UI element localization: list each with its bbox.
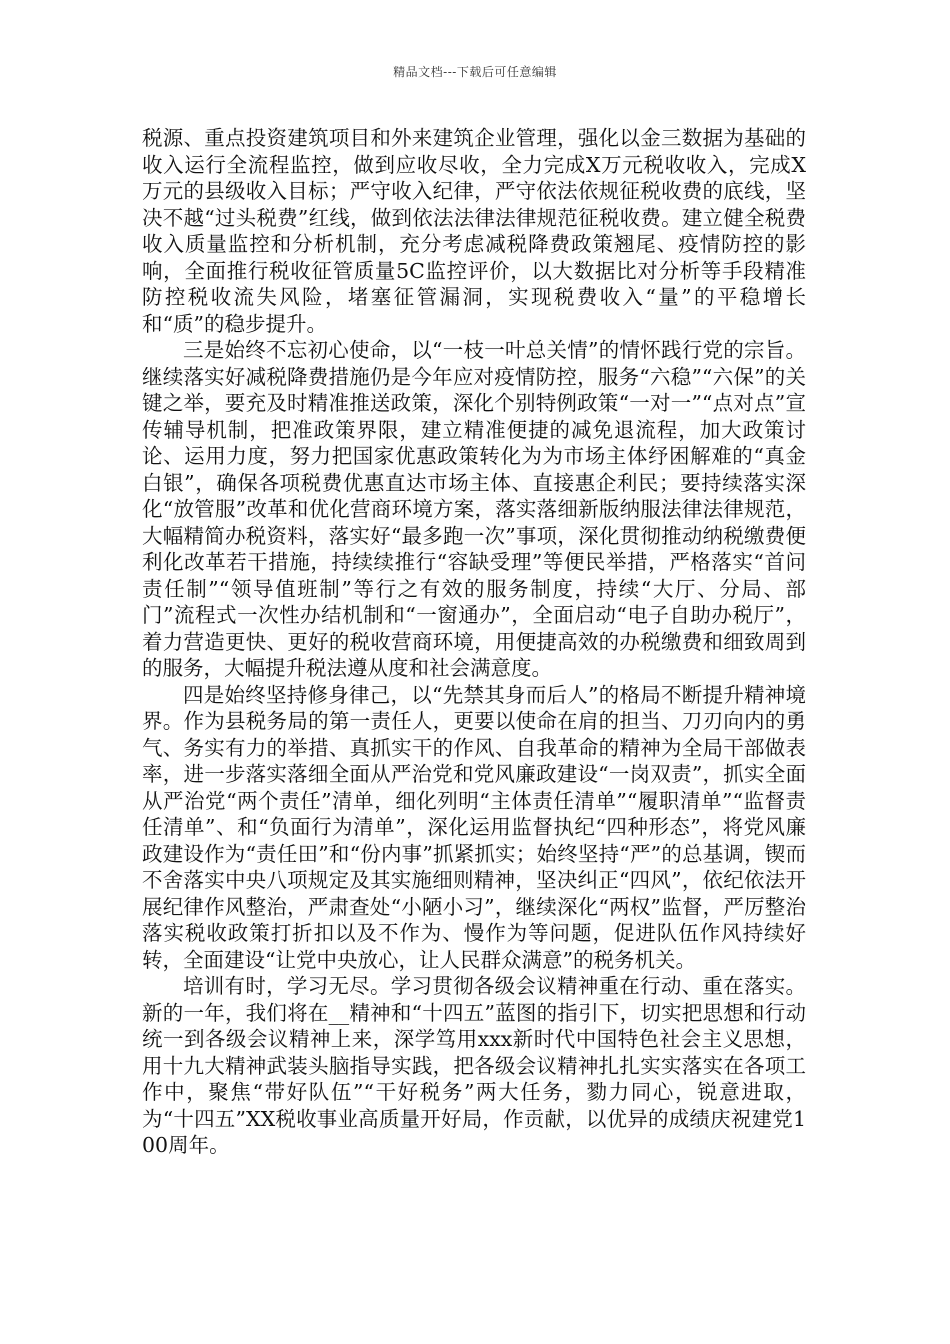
document-body	[142, 125, 806, 1159]
paragraph-4: 培训有时，学习无尽。学习贯彻各级会议精神重在行动、重在落实。新的一年，我们将在__精神和“十四五”蓝图的指引下，切实把思想和行动统一到各级会议精神上来，深学笃用xxx新时代中国特色社会主义思想，用十九大精神武装头脑指导实践，把各级会议精神扎扎实实落实在各项工作中，聚焦“带好队伍”“干好税务”两大任务，勠力同心，锐意进取，为“十四五”XX税收事业高质量开好局，作贡献，以优异的成绩庆祝建党100周年。	[142, 974, 806, 1157]
paragraph-2: 三是始终不忘初心使命，以“一枝一叶总关情”的情怀践行党的宗旨。继续落实好减税降费措施仍是今年应对疫情防控，服务“六稳”“六保”的关键之举，要充及时精准推送政策，深化个别特例政策“一对一”“点对点”宣传辅导机制，把准政策界限，建立精准便捷的减免退流程，加大政策讨论、运用力度，努力把国家优惠政策转化为为市场主体纾困解难的“真金白银”，确保各项税费优惠直达市场主体、直接惠企利民；要持续落实深化“放管服”改革和优化营商环境方案，落实落细新版纳服法律法律规范，大幅精简办税资料，落实好“最多跑一次”事项，深化贯彻推动纳税缴费便利化改革若干措施，持续续推行“容缺受理”等便民举措，严格落实“首问责任制”“领导值班制”等行之有效的服务制度，持续“大厅、分局、部门”流程式一次性办结机制和“一窗通办”，全面启动“电子自助办税厅”，着力营造更快、更好的税收营商环境，用便捷高效的办税缴费和细致周到的服务，大幅提升税法遵从度和社会满意度。	[142, 338, 806, 680]
page-header: 精品文档---下载后可任意编辑	[393, 65, 557, 79]
paragraph-3: 四是始终坚持修身律己，以“先禁其身而后人”的格局不断提升精神境界。作为县税务局的第一责任人，更要以使命在肩的担当、刀刃向内的勇气、务实有力的举措、真抓实干的作风、自我革命的精神为全局干部做表率，进一步落实落细全面从严治党和党风廉政建设“一岗双责”，抓实全面从严治党“两个责任”清单，细化列明“主体责任清单”“履职清单”“监督责任清单”、和“负面行为清单”，深化运用监督执纪“四种形态”，将党风廉政建设作为“责任田”和“份内事”抓紧抓实；始终坚持“严”的总基调，锲而不舍落实中央八项规定及其实施细则精神，坚决纠正“四风”，依纪依法开展纪律作风整治，严肃查处“小陋小习”，继续深化“两权”监督，严厉整治落实税收政策打折扣以及不作为、慢作为等问题，促进队伍作风持续好转，全面建设“让党中央放心，让人民群众满意”的税务机关。	[142, 682, 806, 972]
paragraph-1: 税源、重点投资建筑项目和外来建筑企业管理，强化以金三数据为基础的收入运行全流程监控，做到应收尽收，全力完成X万元税收收入，完成X万元的县级收入目标；严守收入纪律，严守依法依规征税收费的底线，坚决不越“过头税费”红线，做到依法法律法律规范征税收费。建立健全税费收入质量监控和分析机制，充分考虑减税降费政策翘尾、疫情防控的影响，全面推行税收征管质量5C监控评价，以大数据比对分析等手段精准防控税收流失风险，堵塞征管漏洞，实现税费收入“量”的平稳增长和“质”的稳步提升。	[142, 126, 806, 336]
